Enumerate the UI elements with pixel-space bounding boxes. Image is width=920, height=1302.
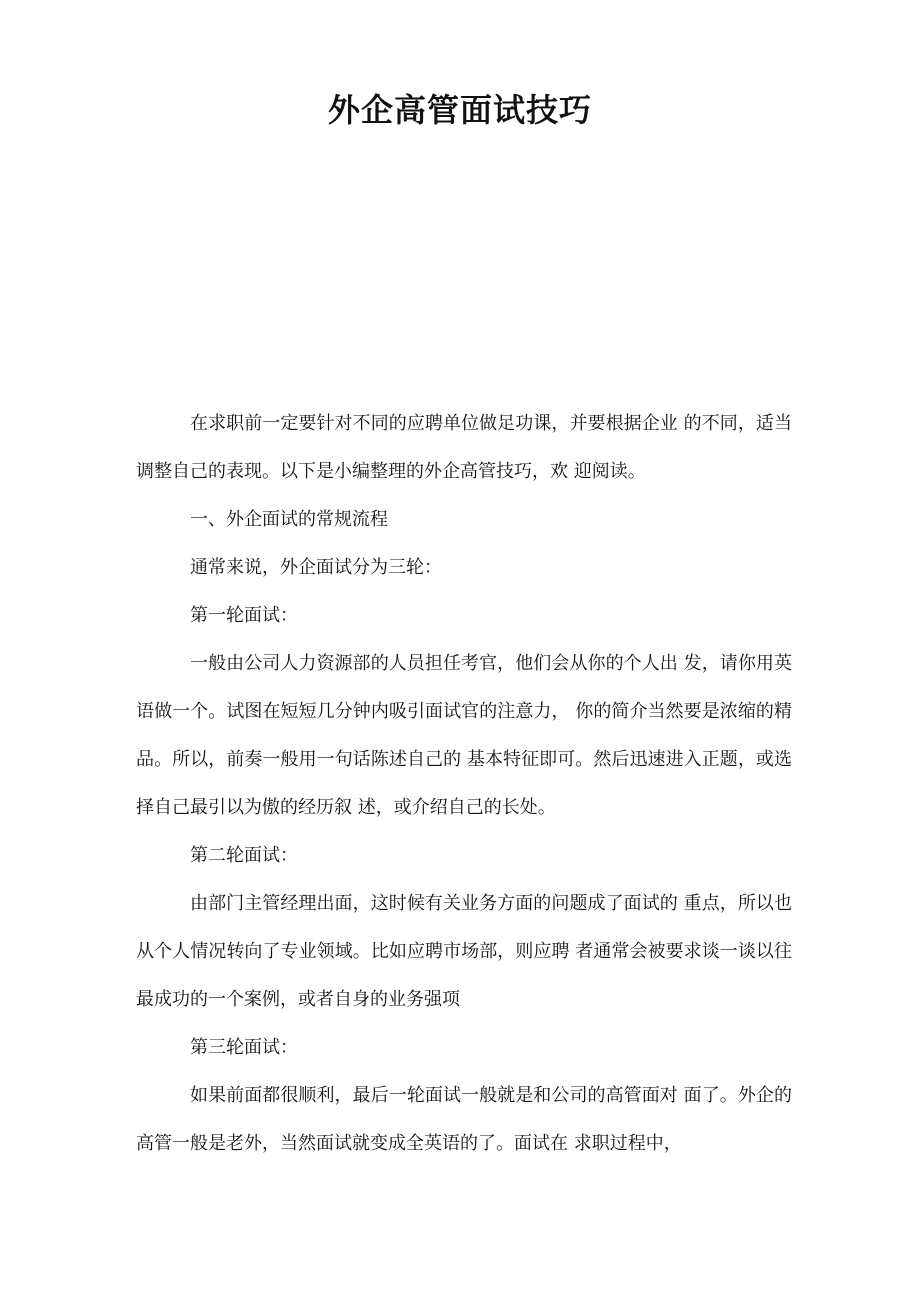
section-heading-process: 一、外企面试的常规流程 [190,509,388,530]
document-title: 外企高管面试技巧 [327,91,592,129]
paragraph-round-two: 由部门主管经理出面，这时候有关业务方面的问题成了面试的 重点，所以也从个人情况转向了专业领域。比如应聘市场部，则应聘 者通常会被要求谈一谈以往最成功的一个案例，或者自身的业务强项 [136,893,792,1010]
round-one-heading: 第一轮面试： [190,605,298,626]
paragraph-round-three: 如果前面都很顺利，最后一轮面试一般就是和公司的高管面对 面了。外企的高管一般是老外，当然面试就变成全英语的了。面试在 求职过程中， [136,1085,792,1154]
paragraph-round-one: 一般由公司人力资源部的人员担任考官，他们会从你的个人出 发，请你用英语做一个。试图在短短几分钟内吸引面试官的注意力， 你的简介当然要是浓缩的精品。所以，前奏一般用一句话陈述自己的 基本特征即可。然后迅速进入正题，或选择自己最引以为傲的经历叙 述，或介绍自己的长处。 [136,653,792,818]
round-three-heading: 第三轮面试： [190,1037,298,1058]
document-body [136,400,792,1168]
round-two-heading: 第二轮面试： [190,845,298,866]
paragraph-intro: 在求职前一定要针对不同的应聘单位做足功课，并要根据企业 的不同，适当调整自己的表现。以下是小编整理的外企高管技巧，欢 迎阅读。 [136,413,792,482]
paragraph-three-rounds: 通常来说，外企面试分为三轮： [190,557,442,578]
